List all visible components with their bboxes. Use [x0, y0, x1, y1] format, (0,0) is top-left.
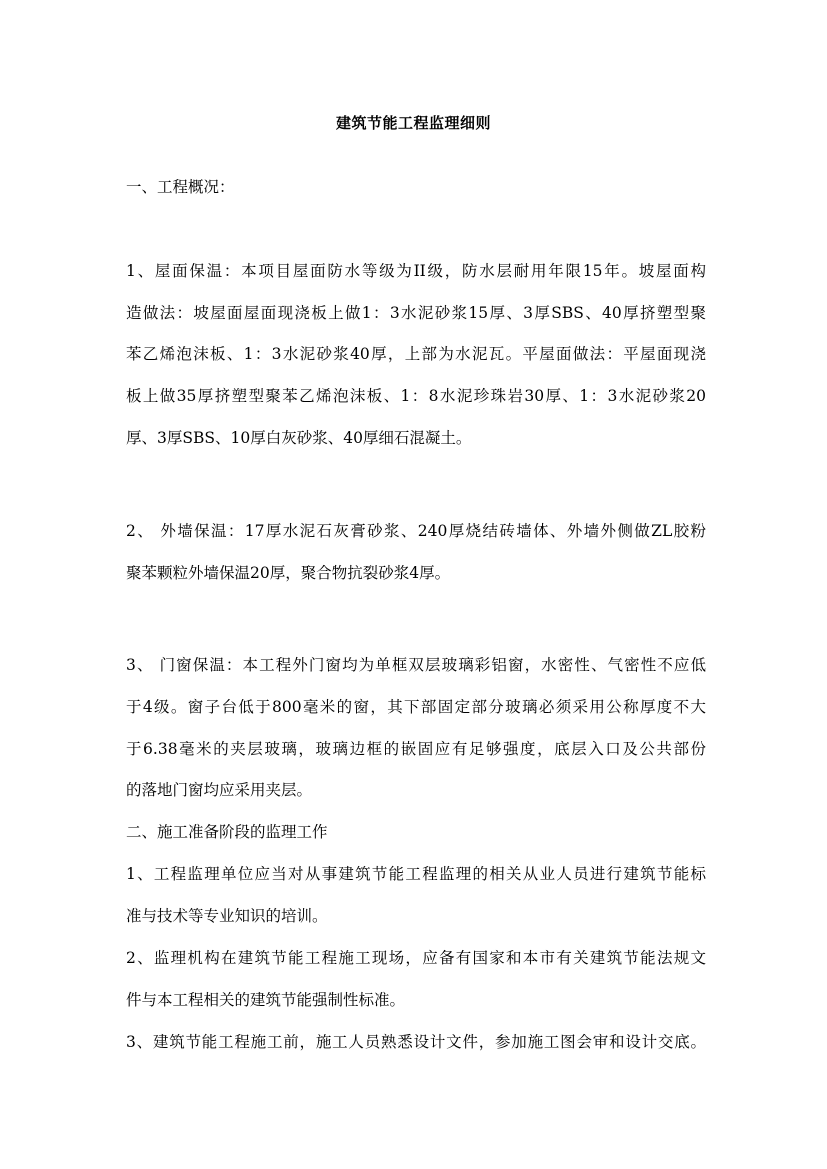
paragraph-line: 2、 外墙保温：17厚水泥石灰膏砂浆、240厚烧结砖墙体、外墙外侧做ZL胶粉 — [126, 522, 706, 540]
paragraph-line: 于6.38毫米的夹层玻璃，玻璃边框的嵌固应有足够强度，底层入口及公共部份 — [126, 740, 706, 758]
paragraph-line: 的落地门窗均应采用夹层。 — [126, 781, 313, 799]
paragraph-line: 苯乙烯泡沫板、1：3水泥砂浆40厚，上部为水泥瓦。平屋面做法：平屋面现浇 — [126, 345, 706, 363]
paragraph-line: 1、工程监理单位应当对从事建筑节能工程监理的相关从业人员进行建筑节能标 — [126, 865, 706, 883]
paragraph-line: 3、 门窗保温：本工程外门窗均为单框双层玻璃彩铝窗，水密性、气密性不应低 — [126, 656, 706, 674]
paragraph-line: 件与本工程相关的建筑节能强制性标准。 — [126, 991, 406, 1009]
paragraph-line: 造做法：坡屋面屋面现浇板上做1：3水泥砂浆15厚、3厚SBS、40厚挤塑型聚 — [126, 304, 706, 322]
page-title: 建筑节能工程监理细则 — [335, 114, 491, 132]
paragraph-line: 准与技术等专业知识的培训。 — [126, 907, 328, 925]
paragraph-line: 2、监理机构在建筑节能工程施工现场，应备有国家和本市有关建筑节能法规文 — [126, 949, 706, 967]
paragraph-line: 聚苯颗粒外墙保温20厚，聚合物抗裂砂浆4厚。 — [126, 564, 451, 582]
paragraph-line: 1、屋面保温：本项目屋面防水等级为II级，防水层耐用年限15年。坡屋面构 — [126, 262, 706, 280]
paragraph-line: 板上做35厚挤塑型聚苯乙烯泡沫板、1：8水泥珍珠岩30厚、1：3水泥砂浆20 — [126, 387, 706, 405]
section-heading-preparation: 二、施工准备阶段的监理工作 — [126, 823, 328, 841]
paragraph-line: 厚、3厚SBS、10厚白灰砂浆、40厚细石混凝土。 — [126, 429, 472, 447]
paragraph-line: 于4级。窗子台低于800毫米的窗，其下部固定部分玻璃必须采用公称厚度不大 — [126, 698, 706, 716]
paragraph-line: 3、建筑节能工程施工前，施工人员熟悉设计文件，参加施工图会审和设计交底。 — [126, 1033, 706, 1051]
section-heading-overview: 一、工程概况： — [126, 178, 235, 196]
